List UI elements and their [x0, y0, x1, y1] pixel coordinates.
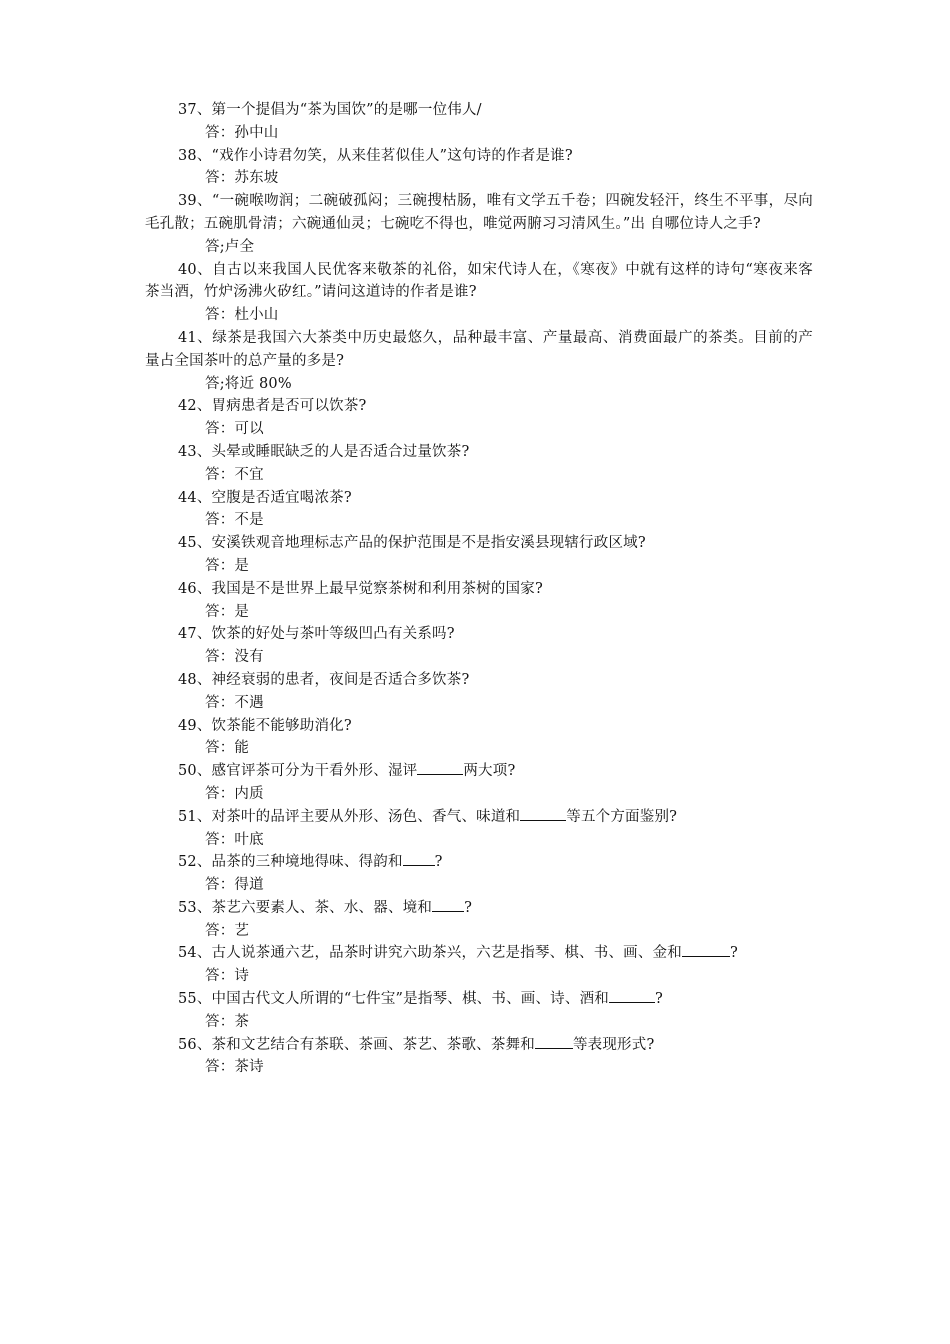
question-text: 55、中国古代文人所谓的“七件宝”是指琴、棋、书、画、诗、酒和 — [178, 991, 609, 1008]
question-text: 42、胃病患者是否可以饮茶? — [178, 398, 367, 415]
answer-40: 答：杜小山 — [205, 307, 279, 324]
question-38 — [145, 145, 813, 168]
fill-in-blank — [609, 988, 655, 1003]
question-text: 40、自古以来我国人民优客来敬茶的礼俗，如宋代诗人在，《寒夜》中就有这样的诗句“寒夜来客茶当酒，竹炉汤沸火矽红。”请问这道诗的作者是谁? — [145, 261, 813, 301]
question-text: 54、古人说茶通六艺，品茶时讲究六助茶兴，六艺是指琴、棋、书、画、金和 — [178, 945, 682, 962]
question-text-after-blank: ? — [434, 854, 443, 871]
question-text-after-blank: 等五个方面鉴别? — [566, 808, 678, 825]
question-text: 56、茶和文艺结合有茶联、茶画、茶艺、茶歌、茶舞和 — [178, 1036, 535, 1053]
question-49 — [145, 715, 813, 738]
question-text: 41、绿茶是我国六大茶类中历史最悠久，品种最丰富、产量最高、消费面最广的茶类。目前的产量占全国茶叶的总产量的多是? — [145, 329, 813, 369]
question-44 — [145, 487, 813, 510]
question-54 — [145, 942, 813, 965]
answer-48: 答：不遇 — [205, 694, 264, 711]
answer-54: 答：诗 — [205, 968, 250, 985]
question-text-after-blank: ? — [464, 899, 473, 916]
document-body — [145, 99, 813, 1079]
question-42 — [145, 395, 813, 418]
question-text-after-blank: ? — [654, 991, 663, 1008]
question-text-after-blank: 等表现形式? — [572, 1036, 655, 1053]
answer-56: 答：茶诗 — [205, 1059, 264, 1076]
fill-in-blank — [417, 760, 463, 775]
answer-42: 答：可以 — [205, 421, 264, 438]
question-37 — [145, 99, 813, 122]
question-45 — [145, 532, 813, 555]
question-text: 52、品茶的三种境地得味、得韵和 — [178, 854, 403, 871]
answer-46: 答：是 — [205, 603, 250, 620]
question-47 — [145, 623, 813, 646]
question-53 — [145, 897, 813, 920]
answer-44: 答：不是 — [205, 512, 264, 529]
question-48 — [145, 669, 813, 692]
question-52 — [145, 851, 813, 874]
question-50 — [145, 760, 813, 783]
answer-52: 答：得道 — [205, 877, 264, 894]
question-43 — [145, 441, 813, 464]
fill-in-blank — [520, 806, 566, 821]
question-40 — [145, 259, 813, 305]
fill-in-blank — [403, 851, 435, 866]
fill-in-blank — [535, 1034, 573, 1049]
question-text: 38、“戏作小诗君勿笑，从来佳茗似佳人”这句诗的作者是谁? — [178, 147, 573, 164]
question-39 — [145, 190, 813, 236]
question-text: 47、饮茶的好处与茶叶等级凹凸有关系吗? — [178, 626, 455, 643]
answer-51: 答：叶底 — [205, 831, 264, 848]
question-text: 51、对茶叶的品评主要从外形、汤色、香气、味道和 — [178, 808, 521, 825]
question-56 — [145, 1034, 813, 1057]
question-text: 43、头晕或睡眠缺乏的人是否适合过量饮茶? — [178, 443, 470, 460]
question-text: 53、茶艺六要素人、茶、水、器、境和 — [178, 899, 433, 916]
question-text: 44、空腹是否适宜喝浓茶? — [178, 489, 352, 506]
question-text-after-blank: 两大项? — [463, 763, 516, 780]
question-text: 37、第一个提倡为“茶为国饮”的是哪一位伟人/ — [178, 102, 482, 118]
question-text: 46、我国是不是世界上最早觉察茶树和利用茶树的国家? — [178, 580, 543, 597]
fill-in-blank — [432, 897, 464, 912]
answer-53: 答：艺 — [205, 922, 250, 939]
answer-55: 答：茶 — [205, 1013, 250, 1030]
question-46 — [145, 578, 813, 601]
answer-47: 答：没有 — [205, 649, 264, 666]
answer-45: 答：是 — [205, 557, 250, 574]
answer-39: 答;卢全 — [205, 238, 255, 255]
answer-37: 答：孙中山 — [205, 124, 279, 141]
question-text: 50、感官评茶可分为干看外形、湿评 — [178, 763, 418, 780]
answer-43: 答：不宜 — [205, 466, 264, 483]
fill-in-blank — [682, 942, 730, 957]
question-41 — [145, 327, 813, 373]
answer-49: 答：能 — [205, 740, 250, 757]
answer-41: 答;将近 80% — [205, 375, 292, 392]
question-text: 48、神经衰弱的患者，夜间是否适合多饮茶? — [178, 671, 470, 688]
answer-50: 答：内质 — [205, 785, 264, 802]
question-text-after-blank: ? — [729, 945, 738, 962]
question-text: 49、饮茶能不能够助消化? — [178, 717, 352, 734]
question-text: 39、“一碗喉吻润；二碗破孤闷；三碗搜枯肠，唯有文学五千卷；四碗发轻汗，终生不平事，尽向毛孔散；五碗肌骨清；六碗通仙灵；七碗吃不得也，唯觉两腑习习清风生。”出 自哪位诗人之手? — [145, 193, 813, 232]
answer-38: 答：苏东坡 — [205, 170, 279, 187]
question-55 — [145, 988, 813, 1011]
question-text: 45、安溪铁观音地理标志产品的保护范围是不是指安溪县现辖行政区域? — [178, 535, 646, 552]
question-51 — [145, 806, 813, 829]
